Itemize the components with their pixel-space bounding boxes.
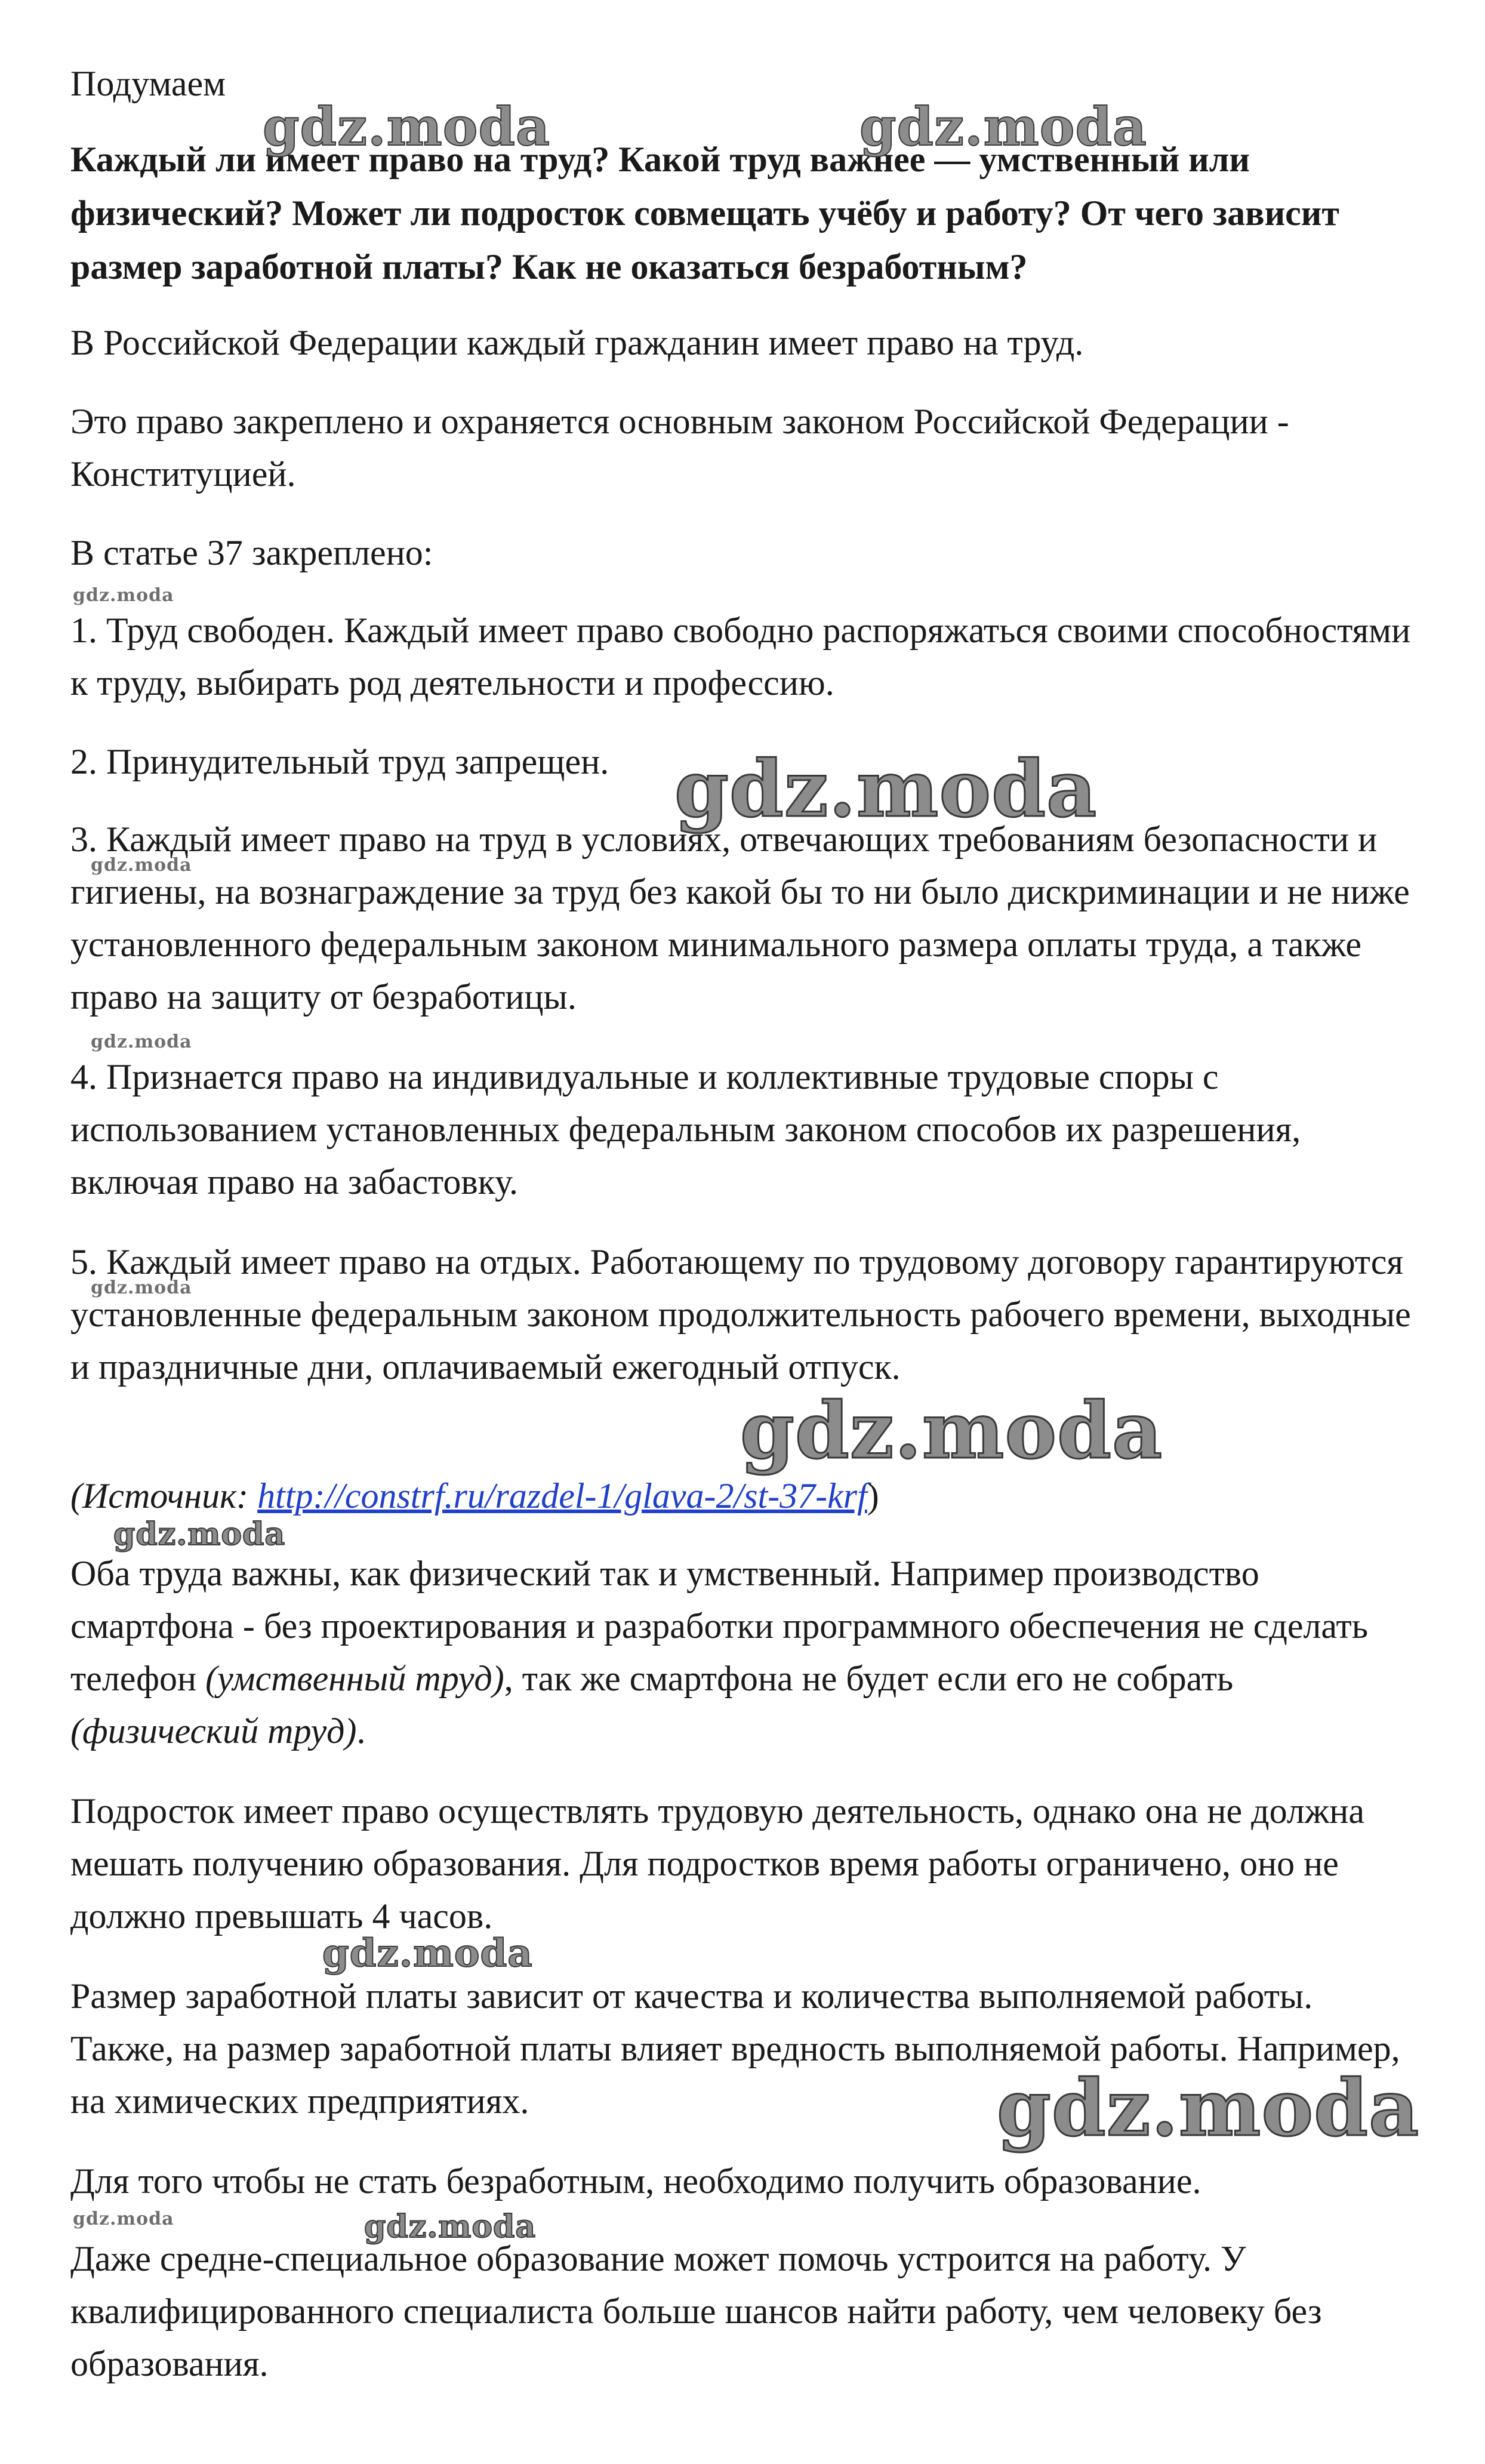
answer-both-text-e: . xyxy=(356,1711,366,1751)
list-item-1: 1. Труд свободен. Каждый имеет право свободно распоряжаться своими способностями к труду, выбирать род деятельности и профессию. xyxy=(70,611,1411,703)
answer-unemployed: Для того чтобы не стать безработным, необходимо получить образование. xyxy=(70,2161,1201,2201)
watermark: gdz.moda xyxy=(322,1931,533,1976)
answer-both-text-c: , так же смартфона не будет если его не собрать xyxy=(504,1659,1234,1698)
answer-teen: Подросток имеет право осуществлять трудовую деятельность, однако она не должна мешать получению образования. Для подростков время работы ограничено, оно не должно превышать 4 часов. xyxy=(70,1791,1364,1936)
watermark: gdz.moda xyxy=(73,585,174,606)
paragraph-right-to-work: В Российской Федерации каждый гражданин имеет право на труд. xyxy=(70,323,1084,362)
list-item-4: 4. Признается право на индивидуальные и коллективные трудовые споры с использованием установленных федеральным законом способов их разрешения, включая право на забастовку. xyxy=(70,1057,1301,1202)
watermark: gdz.moda xyxy=(91,855,192,876)
page-title: Подумаем xyxy=(70,64,226,103)
watermark: gdz.moda xyxy=(859,96,1148,158)
watermark: gdz.moda xyxy=(73,2209,174,2229)
watermark: gdz.moda xyxy=(740,1385,1163,1476)
watermark: gdz.moda xyxy=(674,743,1098,834)
questions-heading: Каждый ли имеет право на труд? Какой труд важнее — умственный или физический? Может ли подросток совмещать учёбу и работу? От чего зависит размер заработной платы? Как не оказаться безработным? xyxy=(70,140,1339,287)
paragraph-article-37: В статье 37 закреплено: xyxy=(70,533,433,572)
source-prefix: (Источник: xyxy=(70,1476,258,1516)
source-line xyxy=(70,1470,1419,1522)
source-link[interactable]: http://constrf.ru/razdel-1/glava-2/st-37-krf xyxy=(257,1476,867,1516)
answer-both-text-a: Оба труда важны, как физический так и умственный. Например производство смартфона - без проектирования и разработки программного обеспечения не сделать телефон xyxy=(70,1554,1369,1698)
list-item-5: 5. Каждый имеет право на отдых. Работающему по трудовому договору гарантируются установленные федеральным законом продолжительность рабочего времени, выходные и праздничные дни, оплачиваемый ежегодный отпуск. xyxy=(70,1242,1411,1387)
list-item-2: 2. Принудительный труд запрещен. xyxy=(70,742,609,781)
answer-both-mental: (умственный труд) xyxy=(205,1659,504,1698)
watermark: gdz.moda xyxy=(997,2062,1420,2154)
source-suffix: ) xyxy=(867,1476,879,1516)
watermark: gdz.moda xyxy=(91,1277,192,1298)
watermark: gdz.moda xyxy=(91,1031,192,1052)
watermark: gdz.moda xyxy=(364,2209,537,2245)
answer-both-physical: (физический труд) xyxy=(70,1711,357,1751)
answer-education: Даже средне-специальное образование может помочь устроится на работу. У квалифицированного специалиста больше шансов найти работу, чем человеку без образования. xyxy=(70,2239,1322,2383)
answer-salary: Размер заработной платы зависит от качества и количества выполняемой работы. Также, на размер заработной платы влияет вредность выполняемой работы. Например, на химических предприятиях. xyxy=(70,1976,1400,2121)
watermark: gdz.moda xyxy=(263,96,551,158)
list-item-3: 3. Каждый имеет право на труд в условиях, отвечающих требованиям безопасности и гигиены, на вознаграждение за труд без какой бы то ни было дискриминации и не ниже установленного федеральным законом минимального размера оплаты труда, а также право на защиту от безработицы. xyxy=(70,820,1410,1017)
answer-both-labor xyxy=(70,1547,1419,1757)
watermark: gdz.moda xyxy=(113,1516,286,1553)
paragraph-constitution: Это право закреплено и охраняется основным законом Российской Федерации - Конституцией. xyxy=(70,402,1289,494)
